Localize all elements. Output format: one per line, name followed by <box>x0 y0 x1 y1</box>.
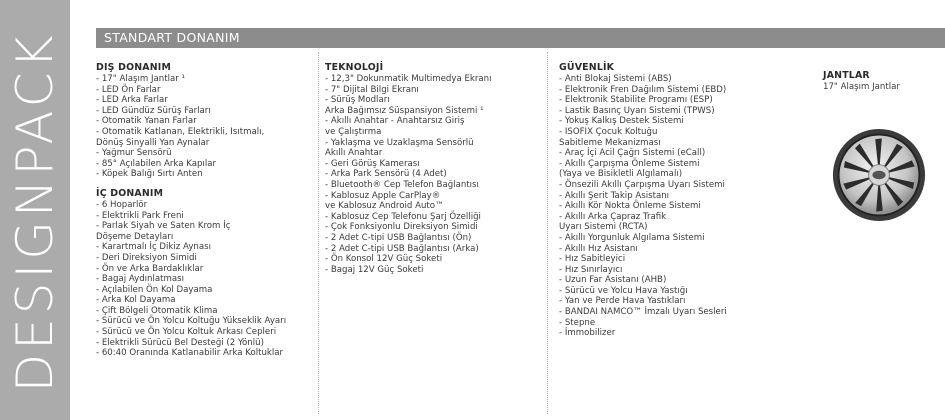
list-item: - Akıllı Anahtar - Anahtarsız Giriş <box>325 116 465 127</box>
list-item: Dönüş Sinyalli Yan Aynalar <box>96 137 210 148</box>
list-item: - Arka Park Sensörü (4 Adet) <box>325 169 447 180</box>
list-item: - Elektrikli Sürücü Bel Desteği (2 Yönlü) <box>96 337 264 348</box>
list-item: - Akıllı Hız Asistanı <box>559 243 638 254</box>
list-item: - Önsezili Akıllı Çarpışma Uyarı Sistemi <box>559 179 725 190</box>
header-bar <box>96 28 945 48</box>
list-item: - Hız Sınırlayıcı <box>559 264 623 275</box>
section-title: TEKNOLOJİ <box>325 62 384 73</box>
center-cap-logo-shape <box>872 171 885 179</box>
list-item: - 12,3" Dokunmatik Multimedya Ekranı <box>325 74 492 84</box>
list-item: - Akıllı Kör Nokta Önleme Sistemi <box>559 201 701 212</box>
feature-list <box>96 200 311 359</box>
list-item: - İmmobilizer <box>559 328 616 339</box>
list-item: - Sürücü ve Yolcu Hava Yastığı <box>559 285 688 296</box>
list-item: - Bluetooth® Cep Telefon Bağlantısı <box>325 179 479 190</box>
list-item: - Hız Sabitleyici <box>559 254 626 265</box>
column-safety <box>559 62 781 339</box>
list-item: - Otomatik Katlanan, Elektrikli, Isıtmalı, <box>96 126 265 137</box>
list-item: - Sürücü ve Ön Yolcu Koltuk Arkası Cepleri <box>96 327 277 338</box>
list-item: - Köpek Balığı Sırtı Anten <box>96 169 203 180</box>
list-item: (Yaya ve Bisikletli Algılamalı) <box>559 169 683 180</box>
list-item: 17" Alaşım Jantlar <box>823 82 900 92</box>
list-item: Sabitleme Mekanizması <box>559 137 661 148</box>
sidebar <box>0 0 70 420</box>
list-item: - LED Arka Farlar <box>96 95 168 106</box>
list-item: - Elektronik Stabilite Programı (ESP) <box>559 95 713 106</box>
list-item: Arka Bağımsız Süspansiyon Sistemi ¹ <box>325 105 484 116</box>
list-item: - Karartmalı İç Dikiz Aynası <box>96 242 211 253</box>
feature-list <box>325 74 535 275</box>
list-item: - Uzun Far Asistanı (AHB) <box>559 275 667 286</box>
section-title: DIŞ DONANIM <box>96 62 172 73</box>
list-item: ve Çalıştırma <box>325 126 382 137</box>
column-wheels <box>823 70 933 93</box>
page-title: STANDART DONANIM <box>104 30 240 45</box>
list-item: - Yaklaşma ve Uzaklaşma Sensörlü <box>325 137 474 148</box>
list-item: - Deri Direksiyon Simidi <box>96 252 197 263</box>
list-item: - Yağmur Sensörü <box>96 148 172 159</box>
list-item: - Bagaj 12V Güç Soketi <box>325 264 424 275</box>
list-item: Akıllı Anahtar <box>325 148 383 159</box>
list-item: - Arka Kol Dayama <box>96 295 176 306</box>
feature-list <box>559 74 781 339</box>
list-item: - Kablosuz Cep Telefonu Şarj Özelliği <box>325 211 481 222</box>
list-item: - Ön ve Arka Bardaklıklar <box>96 263 204 274</box>
list-item: - 7" Dijital Bilgi Ekranı <box>325 84 419 95</box>
list-item: - Geri Görüş Kamerası <box>325 158 420 169</box>
list-item: - Akıllı Şerit Takip Asistanı <box>559 190 670 201</box>
list-item: - 2 Adet C-tipi USB Bağlantısı (Ön) <box>325 232 472 243</box>
list-item: - Açılabilen Ön Kol Dayama <box>96 284 213 295</box>
list-item: ve Kablosuz Android Auto™ <box>325 201 444 212</box>
list-item: - Elektrikli Park Freni <box>96 210 184 221</box>
list-item: - 17" Alaşım Jantlar ¹ <box>96 74 185 84</box>
column-technology <box>325 62 535 275</box>
list-item: - Araç İçi Acil Çağrı Sistemi (eCall) <box>559 148 706 159</box>
list-item: - Bagaj Aydınlatması <box>96 274 185 285</box>
list-item: - Parlak Siyah ve Saten Krom İç <box>96 221 231 232</box>
list-item: - Akıllı Arka Çapraz Trafik <box>559 211 667 222</box>
column-divider <box>547 52 548 414</box>
list-item: - 2 Adet C-tipi USB Bağlantısı (Arka) <box>325 243 479 254</box>
list-item: - Yokuş Kalkış Destek Sistemi <box>559 116 684 127</box>
list-item: - 85° Açılabilen Arka Kapılar <box>96 158 217 169</box>
list-item: Döşeme Detayları <box>96 231 174 242</box>
list-item: - Anti Blokaj Sistemi (ABS) <box>559 74 672 84</box>
list-item: - Otomatik Yanan Farlar <box>96 116 197 127</box>
list-item: - Ön Konsol 12V Güç Soketi <box>325 254 443 265</box>
sidebar-brand-text: DESIGNPACK <box>6 31 64 393</box>
list-item: - 6 Hoparlör <box>96 199 148 210</box>
section-title: JANTLAR <box>823 70 870 81</box>
list-item: - LED Ön Farlar <box>96 84 161 95</box>
list-item: - ISOFIX Çocuk Koltuğu <box>559 126 658 137</box>
list-item: - Çok Fonksiyonlu Direksiyon Simidi <box>325 222 478 233</box>
feature-list <box>96 74 311 180</box>
list-item: - Çift Bölgeli Otomatik Klima <box>96 305 218 316</box>
list-item: - Yan ve Perde Hava Yastıkları <box>559 296 686 307</box>
list-item: - Sürücü ve Ön Yolcu Koltuğu Yükseklik Ayarı <box>96 316 287 327</box>
alloy-wheel-icon <box>832 128 926 222</box>
list-item: - Kablosuz Apple CarPlay® <box>325 190 441 201</box>
list-item: - Akıllı Çarpışma Önleme Sistemi <box>559 158 700 169</box>
list-item: - BANDAI NAMCO™ İmzalı Uyarı Sesleri <box>559 307 727 318</box>
list-item: Uyarı Sistemi (RCTA) <box>559 222 648 233</box>
list-item: - Elektronik Fren Dağılım Sistemi (EBD) <box>559 84 727 95</box>
list-item: - Lastik Basınç Uyarı Sistemi (TPWS) <box>559 105 715 116</box>
list-item: - LED Gündüz Sürüş Farları <box>96 105 211 116</box>
section-title: İÇ DONANIM <box>96 187 164 199</box>
section-title: GÜVENLİK <box>559 62 615 73</box>
list-item: - Akıllı Yorgunluk Algılama Sistemi <box>559 232 705 243</box>
list-item: - Sürüş Modları <box>325 95 390 106</box>
list-item: - 60:40 Oranında Katlanabilir Arka Koltuklar <box>96 348 284 359</box>
list-item: - Stepne <box>559 317 596 328</box>
column-divider <box>318 52 319 414</box>
feature-list <box>823 82 933 93</box>
column-exterior-interior <box>96 62 311 359</box>
